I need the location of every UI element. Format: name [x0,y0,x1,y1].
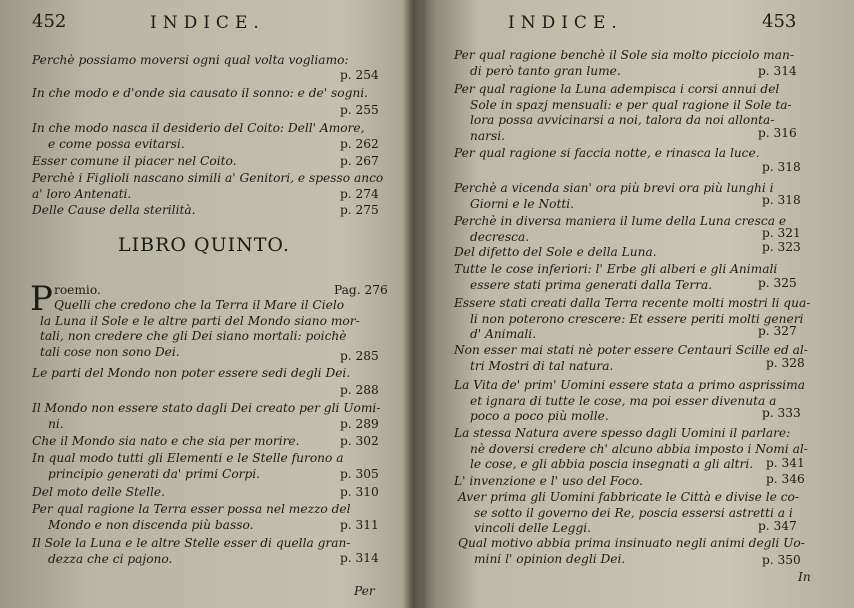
page-ref: p. 267 [340,154,379,168]
page-ref: p. 327 [758,324,797,338]
index-entry: In qual modo tutti gli Elementi e le Stelle furono a principio generati da' primi Corpi. [32,451,344,481]
index-entry: Il Sole la Luna e le altre Stelle esser di quella gran- dezza che ci pajono. [32,536,351,566]
page-ref: p. 255 [340,103,379,117]
page-ref: p. 310 [340,485,379,499]
catchword: Per [354,584,375,598]
page-ref: p. 311 [340,518,379,532]
index-entry: Per qual ragione la Terra esser possa nel mezzo del Mondo e non discenda più basso. [32,502,351,532]
proem-label: roemio. [54,283,101,297]
drop-cap: P [30,279,53,319]
page-ref: p. 323 [762,240,801,254]
index-entry: Delle Cause della sterilità. [32,203,196,217]
page-ref: p. 318 [762,160,801,174]
index-entry: Perchè possiamo moversi ogni qual volta vogliamo: [32,53,349,67]
page-ref: p. 285 [340,349,379,363]
page-ref: p. 289 [340,417,379,431]
left-folio: 452 [32,11,67,32]
index-entry: Le parti del Mondo non poter essere sedi degli Dei. [32,366,351,380]
page-ref: p. 325 [758,276,797,290]
index-entry: Del difetto del Sole e della Luna. [454,245,657,259]
index-entry: In che modo e d'onde sia causato il sonno: e de' sogni. [32,86,369,100]
index-entry: Perchè i Figlioli nascano simili a' Genitori, e spesso anco a' loro Antenati. [32,171,384,201]
page-ref: p. 333 [762,406,801,420]
page-ref: p. 316 [758,126,797,140]
index-entry: Per qual ragione si faccia notte, e rinasca la luce. [454,146,760,160]
page-ref: p. 328 [766,356,805,370]
right-running-head: INDICE. [508,13,623,33]
right-page [428,0,854,608]
right-folio: 453 [762,11,797,32]
index-entry: Non esser mai stati nè poter essere Centauri Scille ed al- tri Mostri di tal natura. [454,343,808,373]
left-page [0,0,405,608]
page-ref: p. 262 [340,137,379,151]
page-ref: p. 314 [340,551,379,565]
page-ref: p. 305 [340,467,379,481]
page-ref: p. 341 [766,456,805,470]
index-entry: Perchè in diversa maniera il lume della Luna cresca e decresca. [454,214,787,244]
page-ref: p. 274 [340,187,379,201]
left-running-head: INDICE. [150,13,265,33]
page-ref: p. 347 [758,519,797,533]
index-entry: Che il Mondo sia nato e che sia per morire. [32,434,300,448]
page-ref: p. 275 [340,203,379,217]
index-entry: In che modo nasca il desiderio del Coito: Dell' Amore, e come possa evitarsi. [32,121,365,151]
catchword: In [798,570,811,584]
index-entry: L' invenzione e l' uso del Foco. [454,474,643,488]
index-entry: Del moto delle Stelle. [32,485,165,499]
index-entry: La Vita de' prim' Uomini essere stata a primo asprissima et ignara di tutte le cose, ma poi esser divenuta a poco a poco più molle. [454,378,805,424]
index-entry: Qual motivo abbia prima insinuato negli animi degli Uo- mini l' opinion degli Dei. [458,536,805,566]
index-entry: Per qual ragione benchè il Sole sia molto picciolo man- di però tanto gran lume. [454,48,794,78]
page-ref: p. 254 [340,68,379,82]
section-title: LIBRO QUINTO. [118,234,290,256]
page-ref: p. 350 [762,553,801,567]
page-ref: p. 302 [340,434,379,448]
index-entry: Tutte le cose inferiori: l' Erbe gli alberi e gli Animali essere stati prima generati dalla Terra. [454,262,778,292]
book-gutter [402,0,428,608]
index-entry: La stessa Natura avere spesso dagli Uomini il parlare: nè doversi credere ch' alcuno abbia imposto i Nomi al- le cose, e gli abbia poscia insegnati a gli altri. [454,426,808,472]
index-entry: Perchè a vicenda sian' ora più brevi ora più lunghi i Giorni e le Notti. [454,181,774,211]
index-entry: Aver prima gli Uomini fabbricate le Città e divise le co- se sotto il governo dei Re, poscia essersi astretti a i vincoli delle Leggi. [458,490,799,536]
index-entry: Esser comune il piacer nel Coito. [32,154,237,168]
page-ref: p. 314 [758,64,797,78]
page-ref: p. 318 [762,193,801,207]
index-entry: Per qual ragione la Luna adempisca i corsi annui del Sole in spazj mensuali: e per qual ragione il Sole ta- lora possa avvicinarsi a noi, talora da noi allonta- narsi. [454,82,792,143]
index-entry: Quelli che credono che la Terra il Mare il Cielo la Luna il Sole e le altre parti del Mondo siano mor- tali, non credere che gli Dei siano mortali: poichè tali cose non sono Dei. [40,298,360,359]
index-entry: Il Mondo non essere stato dagli Dei creato per gli Uomi- ni. [32,401,381,431]
page-ref: p. 321 [762,226,801,240]
page-ref: Pag. 276 [334,283,388,297]
page-ref: p. 346 [766,472,805,486]
page-ref: p. 288 [340,383,379,397]
index-entry: Essere stati creati dalla Terra recente molti mostri li qua- li non poterono crescere: Et essere periti molti generi d' Animali. [454,296,811,342]
